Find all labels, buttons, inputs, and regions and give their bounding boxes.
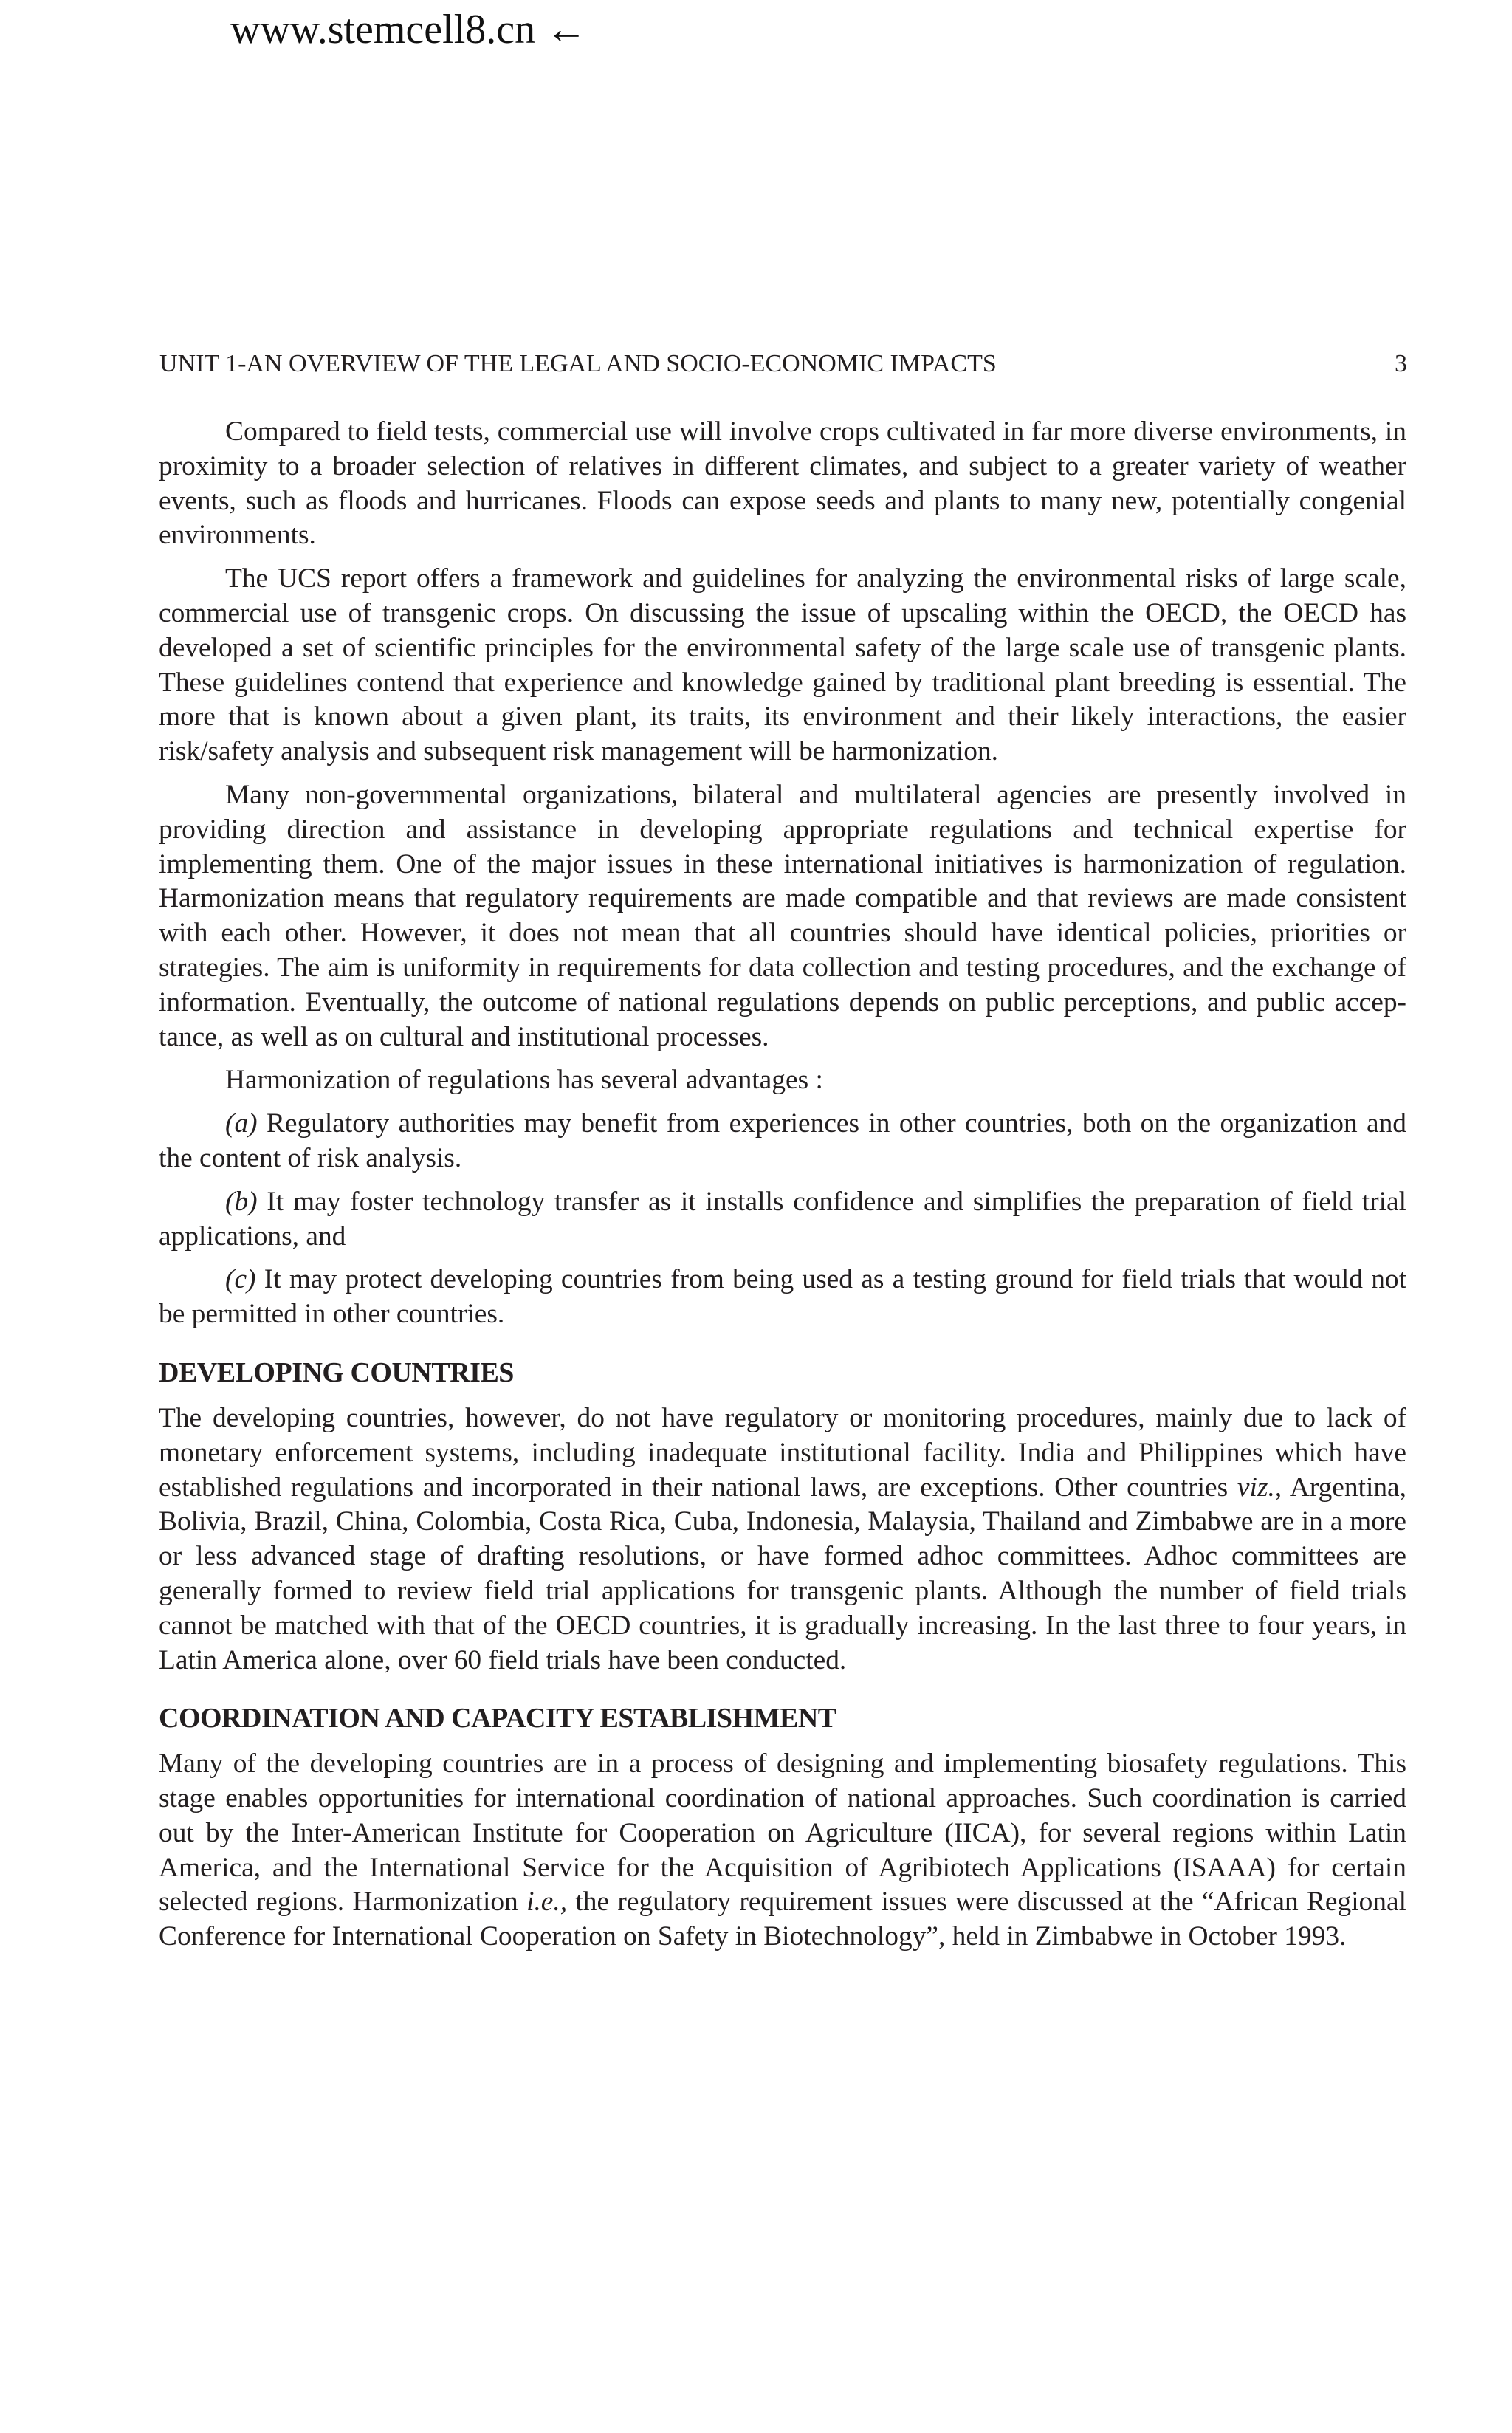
list-marker-b: (b)	[225, 1186, 258, 1217]
list-marker-a: (a)	[225, 1108, 258, 1139]
list-item-a	[159, 1107, 1406, 1176]
list-text-a: Regulatory authorities may benefit from experiences in other countries, both on the organization and the content of risk analysis.	[159, 1108, 1406, 1173]
paragraph-field-tests: Compared to field tests, commercial use will involve crops cultivated in far more diverse environments, in proximity to a broader selection of relatives in different climates, and subject to a greater variety of weather events, such as floods and hurricanes. Floods can expose seeds and plants to many new, potentially congenial environments.	[159, 416, 1406, 551]
text-run: the regulatory requirement issues were discussed at the “African Regional Conference for International Cooperation on Safety in Biotechnology”, held in Zimbabwe in October 1993.	[159, 1887, 1406, 1952]
section-heading-developing-countries: DEVELOPING COUNTRIES	[159, 1356, 514, 1388]
section-heading-coordination: COORDINATION AND CAPACITY ESTABLISHMENT	[159, 1703, 836, 1734]
list-text-b: It may foster technology transfer as it installs confidence and simplifies the preparation of field trial applications, and	[159, 1186, 1406, 1252]
list-marker-c: (c)	[225, 1264, 256, 1295]
list-text-c: It may protect developing countries from being used as a testing ground for field trials that would not be permitted in other countries.	[159, 1264, 1406, 1330]
list-item-b	[159, 1185, 1406, 1255]
watermark-url: www.stemcell8.cn ←	[230, 7, 588, 52]
page-body	[159, 415, 1406, 1963]
paragraph-developing-countries	[159, 1401, 1406, 1678]
list-item-c	[159, 1263, 1406, 1332]
running-header	[159, 346, 1407, 382]
text-run: The developing countries, however, do not have regulatory or monitoring procedures, mainly due to lack of monetary enforcement systems, including inadequate institutional facility. India and Philippines which have established regulations and incorporated in their national laws, are exceptions. Other countries	[159, 1402, 1406, 1503]
text-run: Argentina, Bolivia, Brazil, China, Colombia, Costa Rica, Cuba, Indonesia, Malaysia, Thailand and Zimbabwe are in a more or less advanced stage of drafting resolutions, or have formed adhoc committees. Adhoc committees are generally formed to review field trial applications for transgenic plants. Although the number of field trials cannot be matched with that of the OECD countries, it is gradually increasing. In the last three to four years, in Latin America alone, over 60 field trials have been conducted.	[159, 1472, 1406, 1675]
running-title: UNIT 1-AN OVERVIEW OF THE LEGAL AND SOCIO-ECONOMIC IMPACTS	[159, 350, 997, 377]
paragraph-ngo-harmonization: Many non-governmental organizations, bilateral and multilateral agencies are presently involved in providing direction and assistance in developing appropriate regulations and technical expertise for implementing them. One of the major issues in these international initiatives is harmonization of regulation. Harmonization means that regulatory requirements are made compatible and that reviews are made consistent with each other. However, it does not mean that all countries should have identical policies, priorities or strategies. The aim is uniformity in requirements for data collection and testing procedures, and the exchange of information. Eventually, the outcome of national regulations depends on public perceptions, and public acceptance, as well as on cultural and institutional processes.	[159, 779, 1406, 1052]
italic-viz: viz.,	[1237, 1472, 1282, 1503]
text-run: Many of the developing countries are in a process of designing and implementing biosafety regulations. This stage enables opportunities for international coordination of national approaches. Such coordination is carried out by the Inter-American Institute for Cooperation on Agriculture (IICA), for several regions within Latin America, and the International Service for the Acquisition of Agribiotech Applications (ISAAA) for certain selected regions. Harmonization	[159, 1749, 1406, 1918]
page-number: 3	[1395, 350, 1407, 377]
paragraph-coordination	[159, 1747, 1406, 1955]
paragraph-advantages-intro: Harmonization of regulations has several advantages :	[225, 1065, 823, 1096]
italic-ie: i.e.,	[526, 1887, 568, 1918]
paragraph-ucs-report: The UCS report offers a framework and guidelines for analyzing the environmental risks of large scale, commercial use of transgenic crops. On discussing the issue of upscaling within the OECD, the OECD has developed a set of scientific principles for the environmental safety of the large scale use of transgenic plants. These guidelines contend that experience and knowledge gained by traditional plant breeding is essential. The more that is known about a given plant, its traits, its environment and their likely interactions, the easier risk/safety analysis and subsequent risk management will be harmonization.	[159, 563, 1406, 767]
